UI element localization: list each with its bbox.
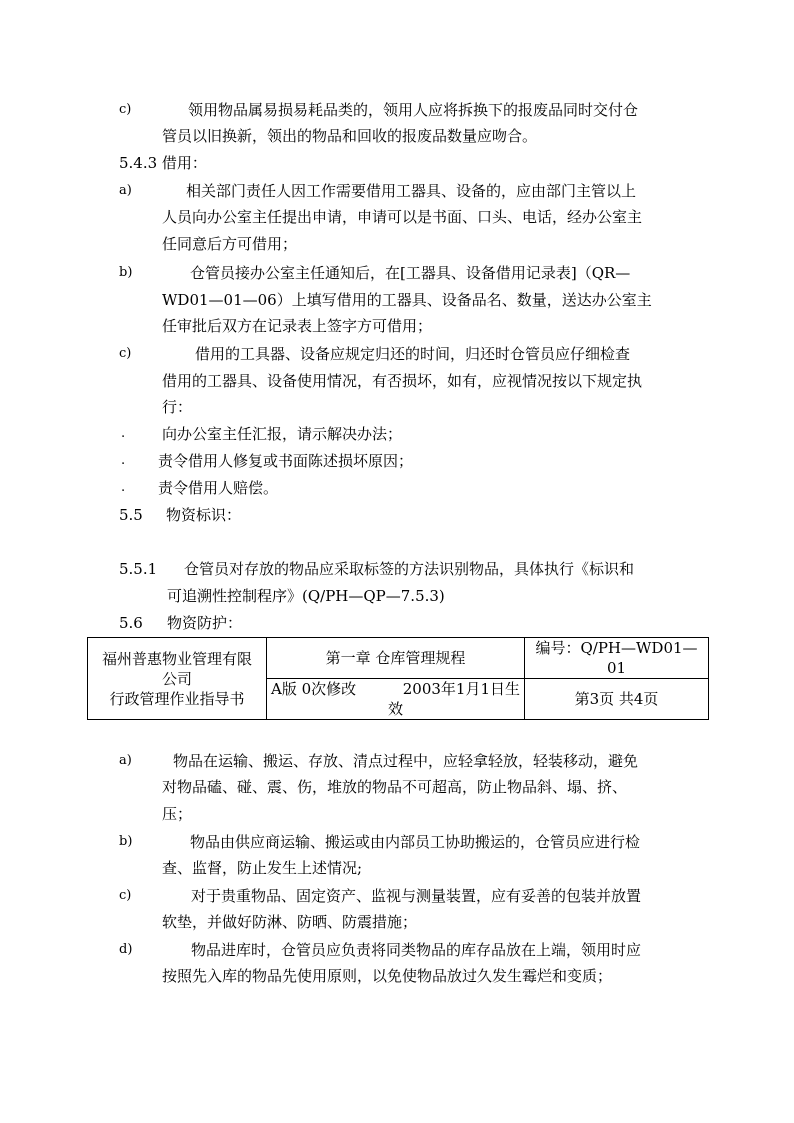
paragraph-line: 借用的工器具、设备使用情况，有否损坏，如有，应视情况按以下规定执 bbox=[162, 372, 643, 390]
version-cell bbox=[267, 679, 525, 720]
bullet-text: 责令借用人修复或书面陈述损坏原因； bbox=[158, 452, 414, 470]
chapter-title: 第一章 仓库管理规程 bbox=[267, 638, 525, 679]
paragraph-line: 相关部门责任人因工作需要借用工器具、设备的，应由部门主管以上 bbox=[186, 182, 637, 200]
version-text: A版 0次修改 bbox=[271, 680, 357, 698]
doc-code-cell bbox=[525, 638, 709, 679]
paragraph-line: 仓管员接办公室主任通知后，在[工器具、设备借用记录表]（QR— bbox=[190, 264, 631, 282]
paragraph-line: 物品进库时，仓管员应负责将同类物品的库存品放在上端，领用时应 bbox=[191, 941, 642, 959]
page-number: 第3页 共4页 bbox=[525, 679, 709, 720]
paragraph-line: 人员向办公室主任提出申请，申请可以是书面、口头、电话，经办公室主 bbox=[162, 208, 643, 226]
paragraph-line: 物品在运输、搬运、存放、清点过程中，应轻拿轻放，轻装移动，避免 bbox=[173, 752, 639, 770]
company-name-line: 公司 bbox=[161, 669, 192, 688]
doc-code: 编号：Q/PH—WD01— bbox=[535, 639, 698, 657]
section-number: 5.6 bbox=[119, 614, 143, 632]
paragraph-line: 压； bbox=[162, 805, 193, 823]
effective-date: 2003年1月1日生 bbox=[402, 680, 520, 698]
paragraph-line: 软垫，并做好防淋、防晒、防震措施； bbox=[162, 913, 418, 931]
effective-date: 效 bbox=[387, 700, 403, 718]
bullet-dot: . bbox=[121, 426, 126, 441]
paragraph-line: WD01—01—06）上填写借用的工器具、设备品名、数量，送达办公室主 bbox=[162, 291, 652, 309]
paragraph-line: 物品由供应商运输、搬运或由内部员工协助搬运的，仓管员应进行检 bbox=[190, 833, 641, 851]
item-label: c) bbox=[119, 346, 132, 361]
paragraph-line: 管员以旧换新，领出的物品和回收的报废品数量应吻合。 bbox=[162, 127, 538, 145]
paragraph-line: 对物品磕、碰、震、伤，堆放的物品不可超高，防止物品斜、塌、挤、 bbox=[162, 778, 628, 796]
item-label: b) bbox=[119, 834, 133, 849]
doc-type: 行政管理作业指导书 bbox=[109, 689, 245, 708]
paragraph-line: 按照先入库的物品先使用原则，以免使物品放过久发生霉烂和变质； bbox=[162, 967, 613, 985]
paragraph-line: 仓管员对存放的物品应采取标签的方法识别物品，具体执行《标识和 bbox=[184, 560, 635, 578]
paragraph-line: 可追溯性控制程序》(Q/PH—QP—7.5.3) bbox=[167, 587, 445, 605]
item-label: a) bbox=[119, 753, 132, 768]
section-number: 5.5.1 bbox=[119, 560, 158, 578]
company-cell bbox=[88, 638, 267, 720]
bullet-dot: . bbox=[121, 453, 126, 468]
item-label: c) bbox=[119, 102, 132, 117]
item-label: d) bbox=[119, 942, 133, 957]
section-heading: 5.4.3 借用： bbox=[119, 154, 207, 172]
bullet-dot: . bbox=[121, 480, 126, 495]
section-heading: 物资标识： bbox=[166, 506, 242, 524]
company-name-line: 福州普惠物业管理有限 bbox=[101, 649, 252, 668]
section-number: 5.5 bbox=[119, 506, 143, 524]
doc-code: 01 bbox=[606, 659, 627, 677]
paragraph-line: 对于贵重物品、固定资产、监视与测量装置，应有妥善的包装并放置 bbox=[191, 887, 642, 905]
paragraph-line: 行： bbox=[162, 398, 193, 416]
bullet-text: 责令借用人赔偿。 bbox=[158, 479, 279, 497]
bullet-text: 向办公室主任汇报，请示解决办法； bbox=[162, 425, 403, 443]
item-label: b) bbox=[119, 265, 133, 280]
paragraph-line: 任同意后方可借用； bbox=[162, 235, 298, 253]
paragraph-line: 领用物品属易损易耗品类的，领用人应将拆换下的报废品同时交付仓 bbox=[188, 101, 639, 119]
paragraph-line: 借用的工具器、设备应规定归还的时间，归还时仓管员应仔细检查 bbox=[195, 345, 631, 363]
paragraph-line: 任审批后双方在记录表上签字方可借用； bbox=[162, 317, 433, 335]
item-label: c) bbox=[119, 888, 132, 903]
section-heading: 物资防护： bbox=[167, 614, 243, 632]
paragraph-line: 查、监督，防止发生上述情况; bbox=[162, 859, 363, 877]
document-header-table bbox=[87, 637, 709, 720]
item-label: a) bbox=[119, 183, 132, 198]
